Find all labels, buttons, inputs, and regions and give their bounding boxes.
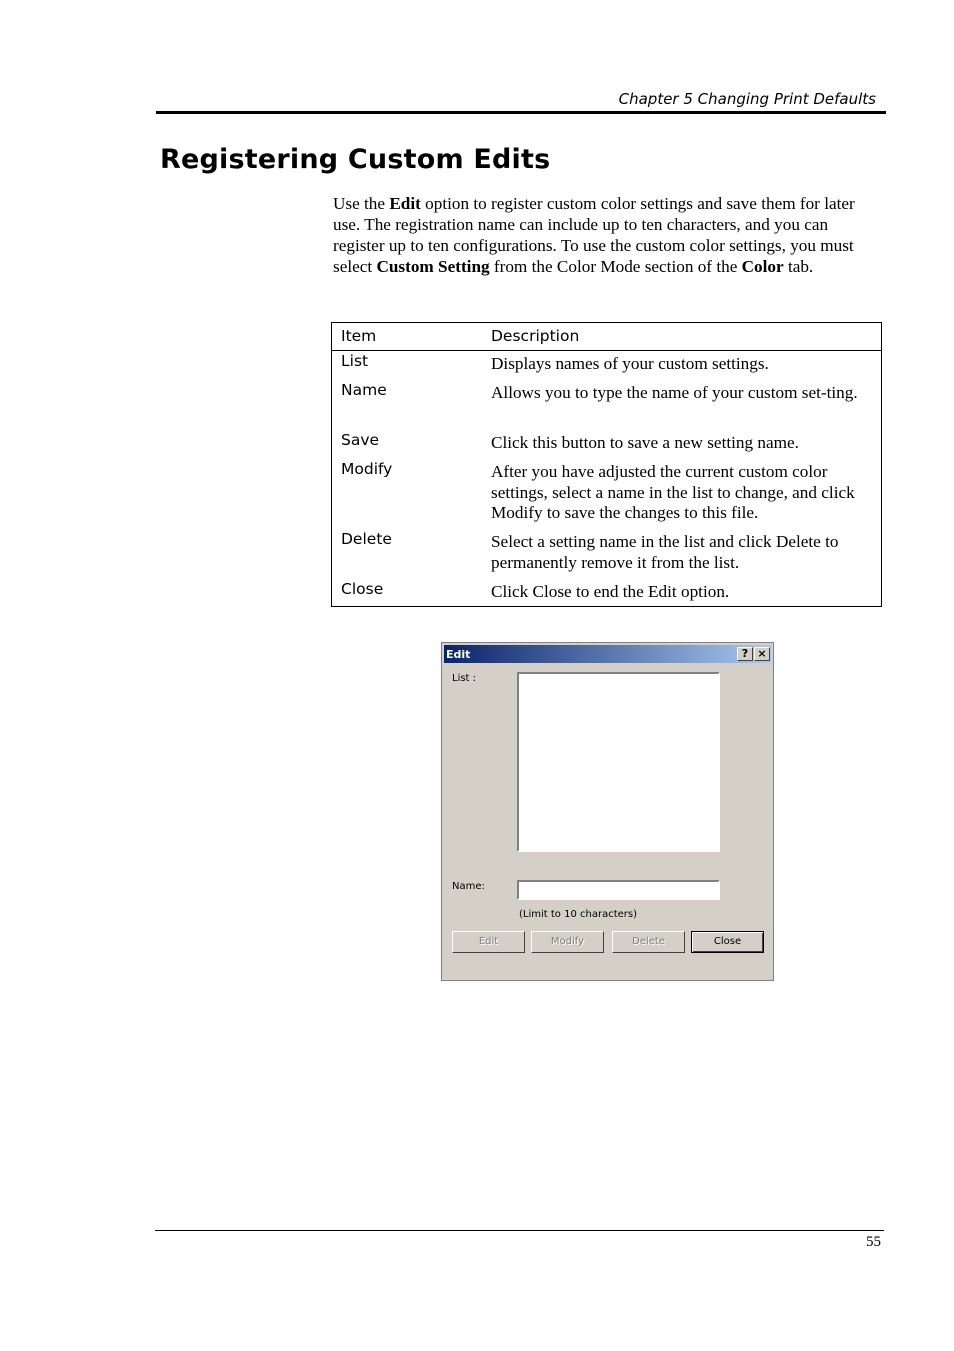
footer-rule — [155, 1230, 884, 1231]
name-input[interactable] — [517, 880, 720, 900]
intro-text: option to register custom color settings and save them for later use. The registration name can include up to ten characters, and you can register up to ten configurations. To use the custom color settings, you must select — [333, 194, 855, 276]
list-label: List : — [452, 673, 477, 684]
intro-text: tab. — [783, 257, 814, 276]
edit-button[interactable]: Edit — [452, 931, 525, 953]
row-description: Allows you to type the name of your custom set-ting. — [491, 383, 858, 402]
close-button[interactable]: Close — [691, 931, 764, 953]
help-icon[interactable]: ? — [737, 647, 753, 661]
page-number: 55 — [866, 1234, 881, 1250]
page-header — [156, 90, 886, 114]
edit-dialog — [441, 642, 774, 981]
dialog-titlebar — [444, 645, 771, 663]
name-label: Name: — [452, 881, 485, 892]
intro-text: from the Color Mode section of the — [489, 257, 742, 276]
row-item: Name — [341, 381, 387, 399]
row-description: Select a setting name in the list and click Delete to permanently remove it from the list. — [491, 532, 839, 572]
intro-bold-color: Color — [741, 257, 784, 276]
header-description: Description — [491, 327, 580, 345]
delete-button[interactable]: Delete — [612, 931, 685, 953]
dialog-title: Edit — [446, 648, 471, 661]
settings-listbox[interactable] — [517, 672, 720, 852]
row-item: Close — [341, 580, 384, 598]
table-header — [332, 323, 881, 351]
row-item: Save — [341, 431, 380, 449]
row-description: Click Close to end the Edit option. — [491, 582, 730, 601]
limit-note: (Limit to 10 characters) — [519, 909, 637, 920]
intro-text: Use the — [333, 194, 390, 213]
intro-bold-edit: Edit — [389, 194, 421, 213]
chapter-title: Chapter 5 Changing Print Defaults — [618, 90, 876, 108]
intro-bold-custom-setting: Custom Setting — [376, 257, 490, 276]
close-icon[interactable]: × — [754, 647, 770, 661]
section-title: Registering Custom Edits — [160, 144, 551, 175]
row-item: Modify — [341, 460, 393, 478]
row-item: Delete — [341, 530, 392, 548]
row-description: Displays names of your custom settings. — [491, 354, 769, 373]
modify-button[interactable]: Modify — [531, 931, 604, 953]
intro-paragraph — [333, 193, 881, 277]
row-description: After you have adjusted the current custom color settings, select a name in the list to change, and click Modify to save the changes to this file. — [491, 462, 855, 522]
item-description-table — [331, 322, 882, 607]
row-description: Click this button to save a new setting name. — [491, 433, 799, 452]
header-item: Item — [341, 327, 377, 345]
row-item: List — [341, 352, 369, 370]
